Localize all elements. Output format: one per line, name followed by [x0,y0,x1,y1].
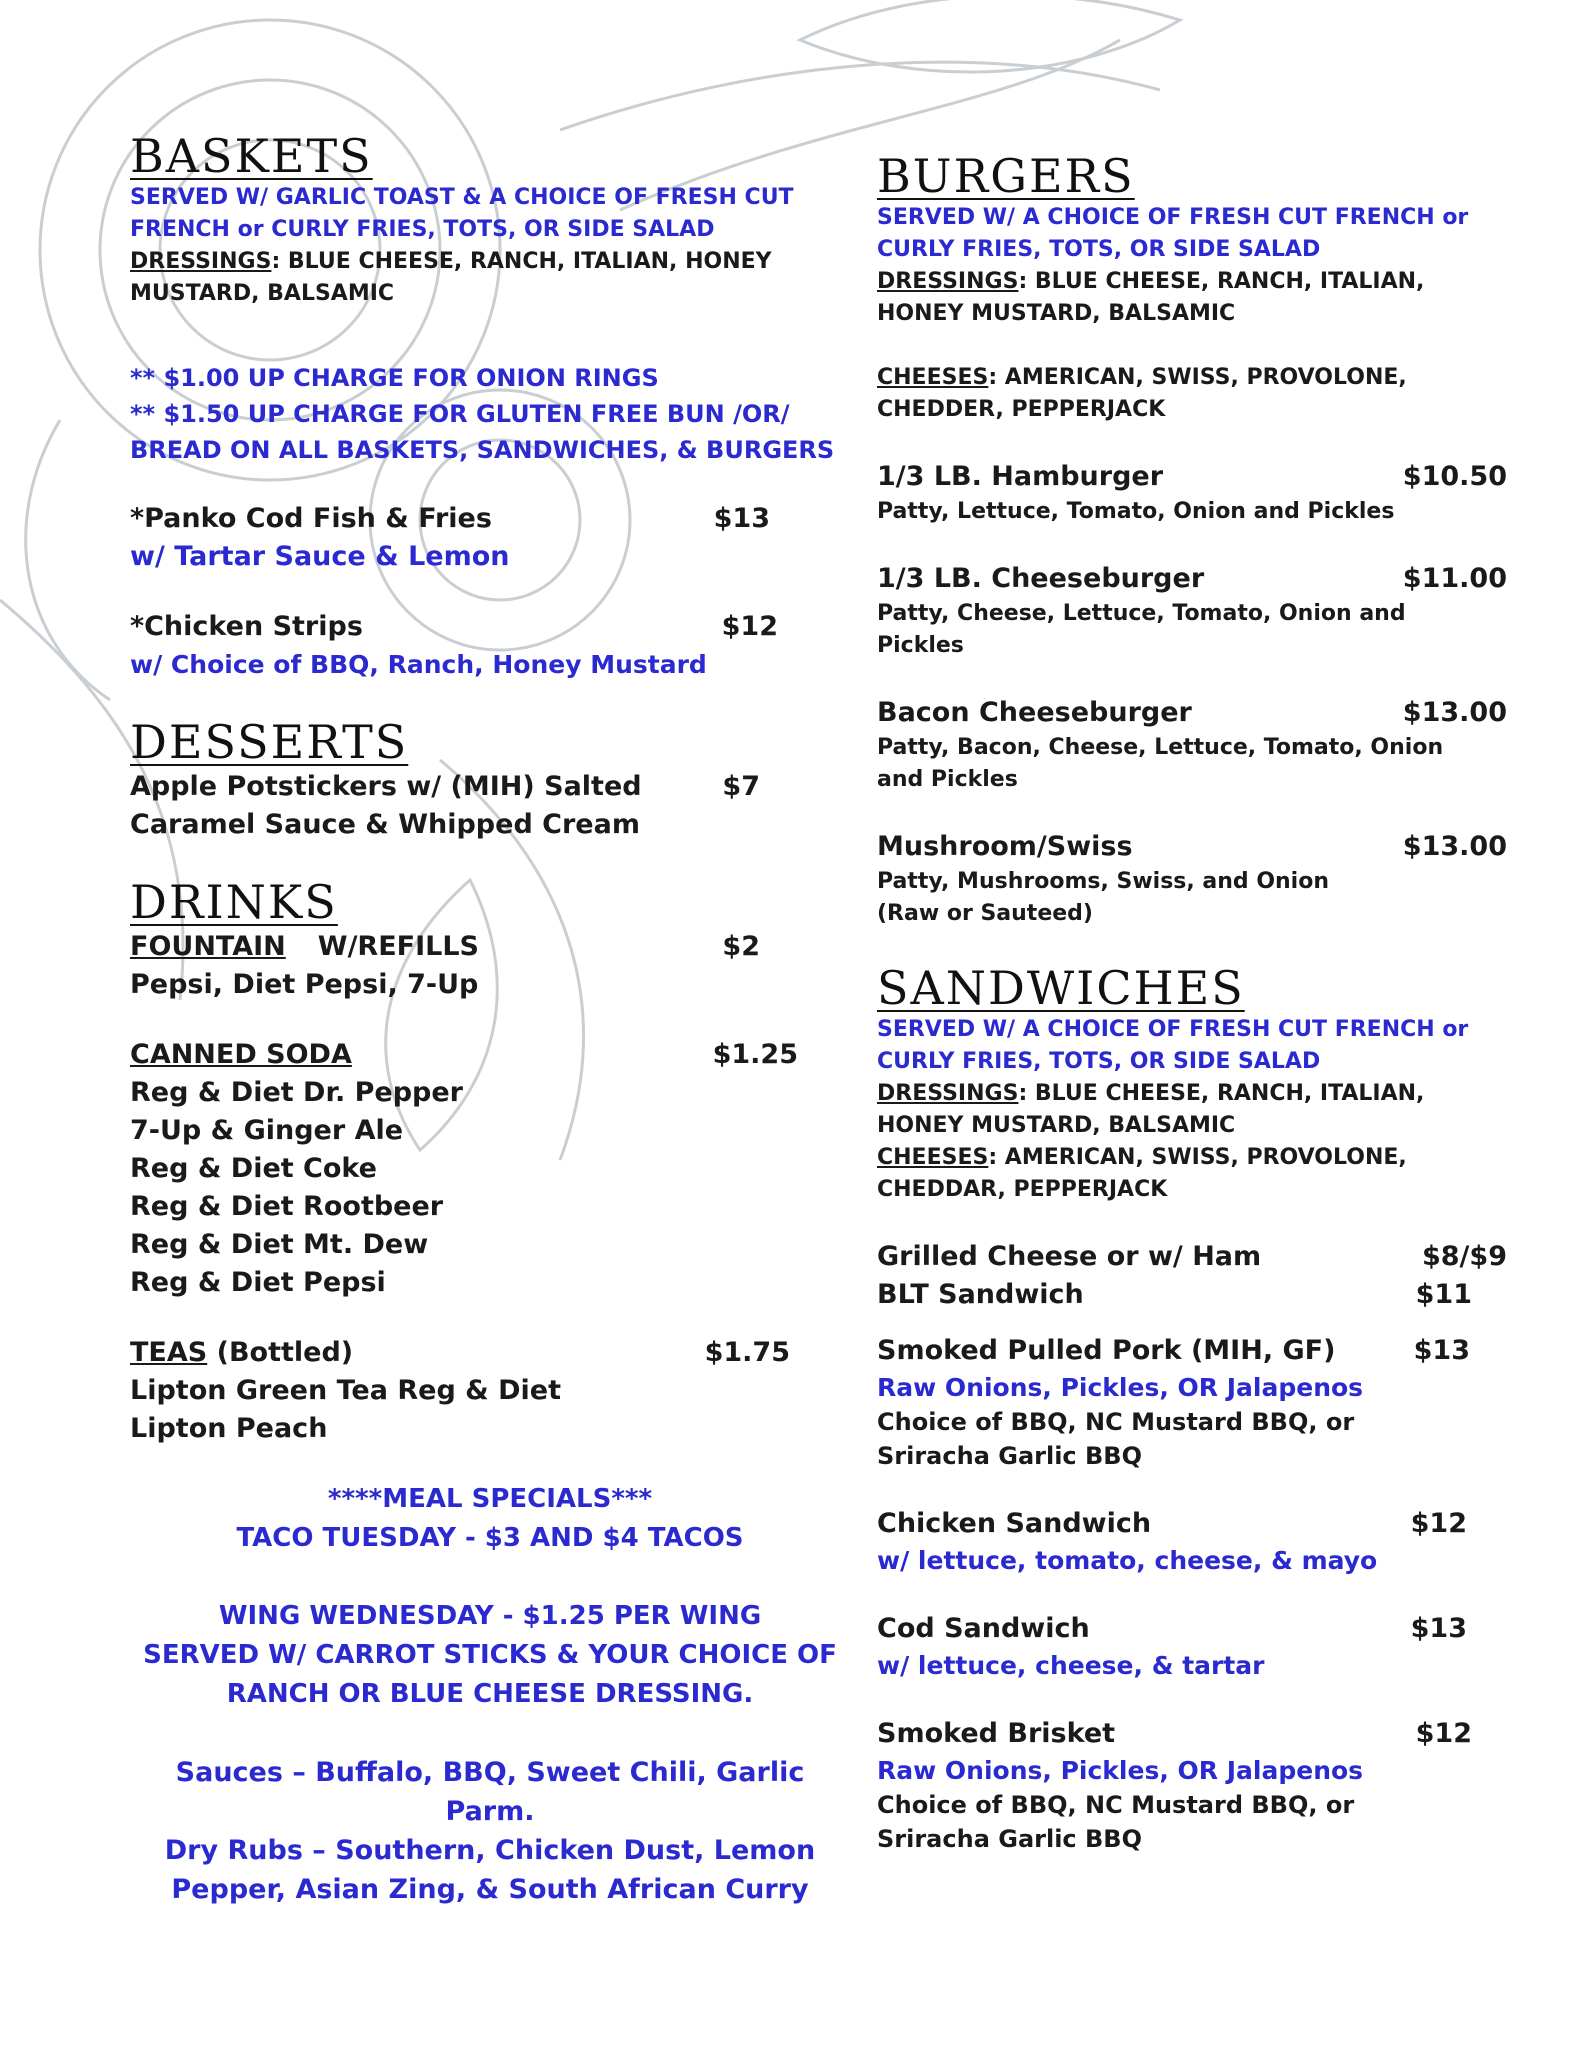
cheeses-label: CHEESES [877,365,989,390]
item-toppings: Raw Onions, Pickles, OR Jalapenos [877,1373,1364,1402]
item-price: $10.50 [1402,461,1507,492]
cheeses-text: : AMERICAN, SWISS, PROVOLONE, CHEDDER, PEPPERJACK [877,365,1407,422]
sandwiches-dressings [877,1078,1477,1142]
list-item: Reg & Diet Dr. Pepper [130,1077,463,1108]
item-name: Grilled Cheese or w/ Ham [877,1241,1262,1272]
menu-item [877,1610,1467,1648]
item-price: $12 [1410,1508,1467,1539]
meal-specials [130,1480,850,1909]
menu-item [130,608,778,646]
item-price: $7 [722,771,760,802]
item-price: $13.00 [1402,697,1507,728]
item-name: Smoked Pulled Pork (MIH, GF) [877,1335,1336,1366]
canned-soda-label: CANNED SODA [130,1039,352,1070]
menu-item [877,1276,1472,1314]
item-description: Patty, Bacon, Cheese, Lettuce, Tomato, Onion and Pickles [877,735,1444,792]
item-price: $12 [721,611,778,642]
taco-tuesday: TACO TUESDAY - $3 AND $4 TACOS [236,1523,744,1553]
sandwiches-cheeses [877,1142,1457,1206]
baskets-heading: BASKETS [130,129,373,183]
item-description: Patty, Lettuce, Tomato, Onion and Pickles [877,499,1395,524]
list-item: Reg & Diet Rootbeer [130,1191,444,1222]
wing-dry-rubs: Dry Rubs – Southern, Chicken Dust, Lemon [164,1835,816,1866]
menu-item [877,1505,1467,1543]
item-description: w/ Tartar Sauce & Lemon [130,541,510,572]
teas-price: $1.75 [704,1337,790,1368]
wing-dressing-note: RANCH OR BLUE CHEESE DRESSING. [226,1679,754,1709]
menu-item [877,458,1507,496]
dressings-text: : BLUE CHEESE, RANCH, ITALIAN, HONEY MUSTARD, BALSAMIC [877,1081,1425,1138]
item-toppings: w/ lettuce, cheese, & tartar [877,1651,1265,1680]
menu-item [130,768,760,806]
item-price: $13.00 [1402,831,1507,862]
menu-item [877,1715,1472,1753]
list-item: Reg & Diet Coke [130,1153,377,1184]
dressings-text: : BLUE CHEESE, RANCH, ITALIAN, HONEY MUSTARD, BALSAMIC [877,269,1425,326]
fountain-row [130,928,760,966]
item-name: Chicken Sandwich [877,1508,1152,1539]
list-item: Lipton Peach [130,1413,328,1444]
wing-wednesday: WING WEDNESDAY - $1.25 PER WING [218,1601,762,1631]
baskets-served-note: SERVED W/ GARLIC TOAST & A CHOICE OF FRESH CUT FRENCH or CURLY FRIES, TOTS, OR SIDE SALAD [130,185,794,242]
desserts-heading: DESSERTS [130,715,409,769]
item-name: Cod Sandwich [877,1613,1090,1644]
fountain-list: Pepsi, Diet Pepsi, 7-Up [130,969,479,1000]
teas-suffix: (Bottled) [207,1337,354,1368]
wing-dry-rubs-continued: Pepper, Asian Zing, & South African Curry [171,1874,809,1905]
item-description: Patty, Mushrooms, Swiss, and Onion (Raw or Sauteed) [877,869,1329,926]
fountain-refills: W/REFILLS [317,931,480,962]
menu-item [877,694,1507,732]
menu-item [877,1332,1470,1370]
item-name: Mushroom/Swiss [877,831,1133,862]
item-name: *Panko Cod Fish & Fries [130,503,492,534]
wing-sauces: Sauces – Buffalo, BBQ, Sweet Chili, Garlic Parm. [175,1757,805,1827]
upcharge-onion-rings: ** $1.00 UP CHARGE FOR ONION RINGS [130,364,659,392]
item-description: Choice of BBQ, NC Mustard BBQ, or Sriracha Garlic BBQ [877,1791,1355,1853]
menu-item [877,560,1507,598]
fountain-price: $2 [722,931,760,962]
item-name: BLT Sandwich [877,1279,1084,1310]
item-name: Smoked Brisket [877,1718,1116,1749]
item-price: $13 [713,503,770,534]
specials-heading: ****MEAL SPECIALS*** [327,1484,653,1514]
item-name-continued: Caramel Sauce & Whipped Cream [130,809,640,840]
teas-label: TEAS [130,1337,208,1368]
drinks-heading: DRINKS [130,875,338,929]
sandwiches-heading: SANDWICHES [877,961,1245,1015]
right-column [877,150,1507,1856]
burgers-cheeses [877,362,1457,426]
burgers-dressings [877,266,1477,330]
upcharge-gluten-free: ** $1.50 UP CHARGE FOR GLUTEN FREE BUN /OR/ BREAD ON ALL BASKETS, SANDWICHES, & BURGERS [130,400,835,464]
item-description: Choice of BBQ, NC Mustard BBQ, or Sriracha Garlic BBQ [877,1408,1355,1470]
item-toppings: Raw Onions, Pickles, OR Jalapenos [877,1756,1364,1785]
cheeses-text: : AMERICAN, SWISS, PROVOLONE, CHEDDAR, PEPPERJACK [877,1145,1407,1202]
item-name: 1/3 LB. Hamburger [877,461,1164,492]
item-name: Apple Potstickers w/ (MIH) Salted [130,771,642,802]
item-price: $13 [1413,1335,1470,1366]
item-price: $12 [1415,1718,1472,1749]
wing-served-note: SERVED W/ CARROT STICKS & YOUR CHOICE OF [143,1640,837,1670]
list-item: 7-Up & Ginger Ale [130,1115,404,1146]
item-name: Bacon Cheeseburger [877,697,1192,728]
list-item: Lipton Green Tea Reg & Diet [130,1375,562,1406]
cheeses-label: CHEESES [877,1145,989,1170]
dressings-label: DRESSINGS [877,1081,1019,1106]
sandwiches-served-note: SERVED W/ A CHOICE OF FRESH CUT FRENCH or CURLY FRIES, TOTS, OR SIDE SALAD [877,1017,1469,1074]
dressings-label: DRESSINGS [130,249,272,274]
canned-soda-row [130,1036,798,1074]
left-column [130,130,850,1909]
item-price: $13 [1410,1613,1467,1644]
menu-item [877,828,1507,866]
item-price: $11 [1415,1279,1472,1310]
item-price: $8/$9 [1421,1241,1507,1272]
burgers-served-note: SERVED W/ A CHOICE OF FRESH CUT FRENCH or CURLY FRIES, TOTS, OR SIDE SALAD [877,205,1469,262]
item-name: 1/3 LB. Cheeseburger [877,563,1205,594]
dressings-label: DRESSINGS [877,269,1019,294]
baskets-dressings [130,246,850,310]
item-description: w/ Choice of BBQ, Ranch, Honey Mustard [130,650,707,679]
fountain-label: FOUNTAIN [130,931,286,962]
menu-item [877,1238,1507,1276]
list-item: Reg & Diet Pepsi [130,1267,386,1298]
item-price: $11.00 [1402,563,1507,594]
dressings-text: : BLUE CHEESE, RANCH, ITALIAN, HONEY MUSTARD, BALSAMIC [130,249,772,306]
teas-row [130,1334,790,1372]
item-toppings: w/ lettuce, tomato, cheese, & mayo [877,1546,1378,1575]
canned-soda-price: $1.25 [712,1039,798,1070]
item-description: Patty, Cheese, Lettuce, Tomato, Onion and Pickles [877,601,1406,658]
menu-item [130,500,770,538]
list-item: Reg & Diet Mt. Dew [130,1229,429,1260]
item-name: *Chicken Strips [130,611,363,642]
burgers-heading: BURGERS [877,149,1135,203]
